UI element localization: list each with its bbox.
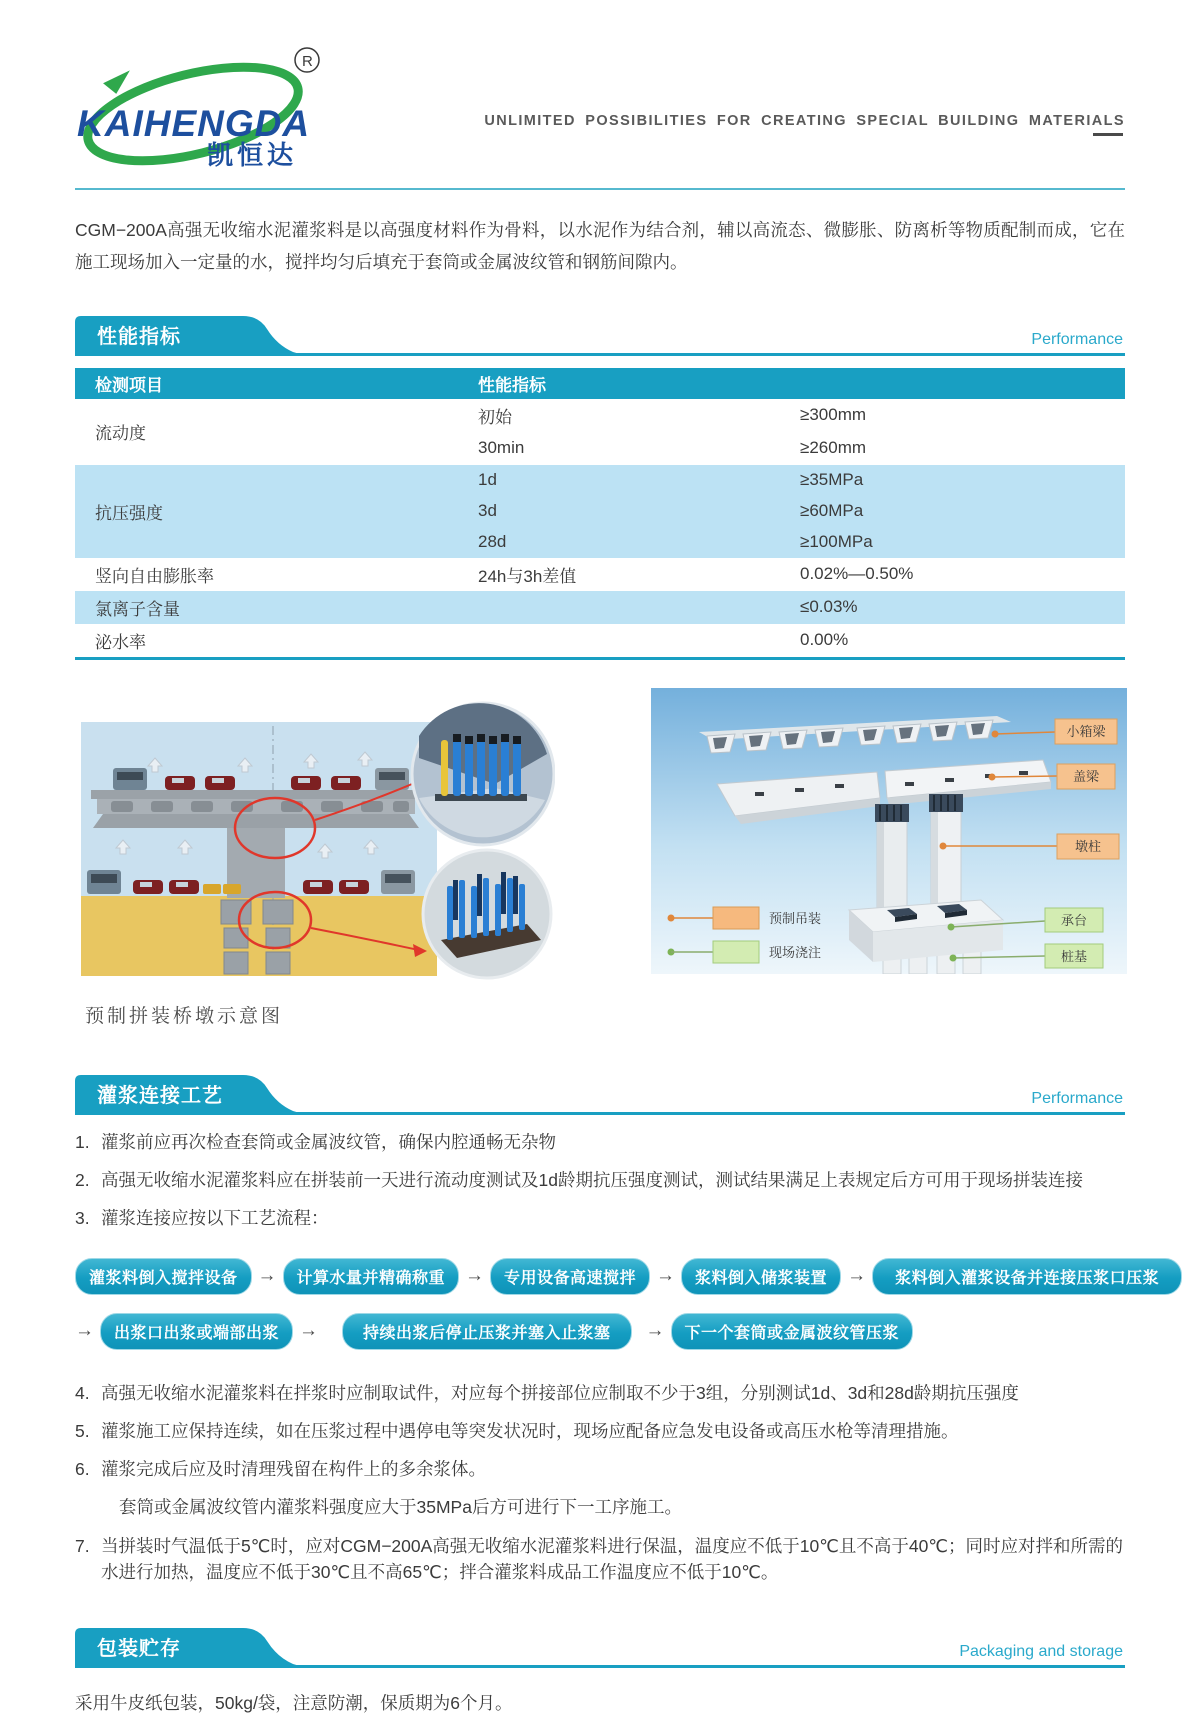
product-intro-paragraph: CGM−200A高强无收缩水泥灌浆料是以高强度材料作为骨料，以水泥作为结合剂，辅以高流态、微膨胀、防离析等物质配制而成，它在施工现场加入一定量的水，搅拌均匀后填充于套筒或金属波纹管和钢筋间隙内。: [75, 220, 1125, 273]
header-divider: [75, 188, 1125, 190]
label-pile-cap: 承台: [1060, 912, 1088, 928]
flow-arrow-icon: →: [257, 1265, 277, 1286]
section-header-performance: [75, 313, 1125, 356]
process-notes-list-2: [75, 1380, 1125, 1586]
packaging-text: 采用牛皮纸包装，50kg/袋，注意防潮，保质期为6个月。: [75, 1693, 513, 1713]
pier-assembly-diagram: [651, 688, 1127, 974]
legend-cast-in-situ: 现场浇注: [769, 944, 822, 960]
flow-arrow-icon: →: [847, 1265, 867, 1286]
label-small-box-girder: 小箱梁: [1066, 723, 1106, 739]
process-flow-row-1: [75, 1258, 1160, 1295]
section-title: 性能指标: [97, 325, 181, 348]
performance-table: [75, 368, 1125, 660]
flow-step: 专用设备高速搅拌: [490, 1258, 650, 1295]
table-row: 氯离子含量 ≤0.03%: [75, 591, 1125, 624]
flow-arrow-icon: →: [465, 1265, 485, 1286]
section-subtitle-en: Packaging and storage: [959, 1643, 1123, 1660]
label-pier-column: 墩柱: [1074, 838, 1102, 854]
section-title: 包装贮存: [97, 1638, 181, 1660]
kaihengda-logo-icon: [75, 42, 325, 170]
section-header-process: [75, 1072, 1125, 1115]
list-item: 1. 灌浆前应再次检查套筒或金属波纹管，确保内腔通畅无杂物: [75, 1131, 556, 1152]
flow-arrow-icon: →: [75, 1320, 94, 1341]
flow-step: 灌浆料倒入搅拌设备: [75, 1258, 252, 1295]
flow-step: 下一个套筒或金属波纹管压浆: [671, 1313, 914, 1350]
process-flow-row-2: [75, 1313, 1125, 1350]
flow-arrow-icon: →: [645, 1320, 665, 1341]
list-item: 5. 灌浆施工应保持连续，如在压浆过程中遇停电等突发状况时，现场应配备应急发电设备或高压水枪等清理措施。: [75, 1420, 959, 1441]
logo-brand-text: KAIHENGDA: [77, 103, 311, 144]
list-item: 7. 当拼装时气温低于5℃时，应对CGM−200A高强无收缩水泥灌浆料进行保温，温度应不低于10℃且不高于40℃；同时应对拌和所需的水进行加热，温度应不低于30℃且不高65℃；拌合灌浆料成品工作温度应不低于10℃。: [75, 1535, 1124, 1582]
flow-arrow-icon: →: [656, 1265, 676, 1286]
section-subtitle-en: Performance: [1031, 1089, 1123, 1107]
table-row: 抗压强度 1d ≥35MPa 3d ≥60MPa 28d ≥100MPa: [75, 465, 1125, 558]
table-header-row: [75, 368, 1125, 399]
tagline-underline-decoration: [1093, 133, 1123, 136]
label-cap-beam: 盖梁: [1072, 768, 1100, 784]
list-item: 套筒或金属波纹管内灌浆料强度应大于35MPa后方可进行下一工序施工。: [119, 1497, 682, 1518]
bridge-scene-illustration: [75, 688, 555, 980]
table-header-item: 检测项目: [95, 375, 163, 395]
table-row: 竖向自由膨胀率 24h与3h差值 0.02%—0.50%: [95, 564, 914, 586]
legend-precast: 预制吊装: [769, 910, 822, 926]
label-pile-foundation: 桩基: [1060, 948, 1088, 964]
list-item: 6. 灌浆完成后应及时清理残留在构件上的多余浆体。: [75, 1459, 486, 1479]
registered-mark-icon: R: [302, 53, 313, 70]
flow-step: 出浆口出浆或端部出浆: [100, 1313, 293, 1350]
section-header-packaging: [75, 1625, 1125, 1668]
table-header-spec: 性能指标: [478, 375, 546, 395]
inset-coupler-bottom: [423, 850, 551, 978]
list-item: 2. 高强无收缩水泥灌浆料应在拼装前一天进行流动度测试及1d龄期抗压强度测试，测试结果满足上表规定后方可用于现场拼装连接: [75, 1170, 1083, 1190]
table-row: 流动度 初始 ≥300mm 30min ≥260mm: [95, 405, 867, 458]
flow-arrow-icon: →: [299, 1320, 319, 1341]
company-tagline: UNLIMITED POSSIBILITIES FOR CREATING SPECIAL BUILDING MATERIALS: [484, 113, 1125, 129]
section-subtitle-en: Performance: [1031, 330, 1123, 348]
figure-assembly-diagram: [651, 688, 1127, 979]
flow-step: 持续出浆后停止压浆并塞入止浆塞: [342, 1313, 632, 1350]
company-logo: [75, 42, 325, 175]
page-header: [75, 0, 1125, 190]
flow-step: 计算水量并精确称重: [283, 1258, 460, 1295]
section-title: 灌浆连接工艺: [97, 1084, 223, 1107]
table-row: 泌水率 0.00%: [95, 630, 849, 652]
inset-coupler-top: [412, 703, 554, 845]
flow-step: 浆料倒入储浆装置: [681, 1258, 841, 1295]
list-item: 4. 高强无收缩水泥灌浆料在拌浆时应制取试件，对应每个拼接部位应制取不少于3组，分别测试1d、3d和28d龄期抗压强度: [75, 1382, 1019, 1403]
process-notes-list: [75, 1129, 1125, 1232]
flow-step: 浆料倒入灌浆设备并连接压浆口压浆: [872, 1258, 1182, 1295]
figure-caption: 预制拼装桥墩示意图: [85, 1005, 284, 1027]
list-item: 3. 灌浆连接应按以下工艺流程：: [75, 1208, 329, 1229]
logo-brand-cn-text: 凯恒达: [207, 140, 298, 170]
figure-precast-bridge-illustration: [75, 688, 555, 1028]
